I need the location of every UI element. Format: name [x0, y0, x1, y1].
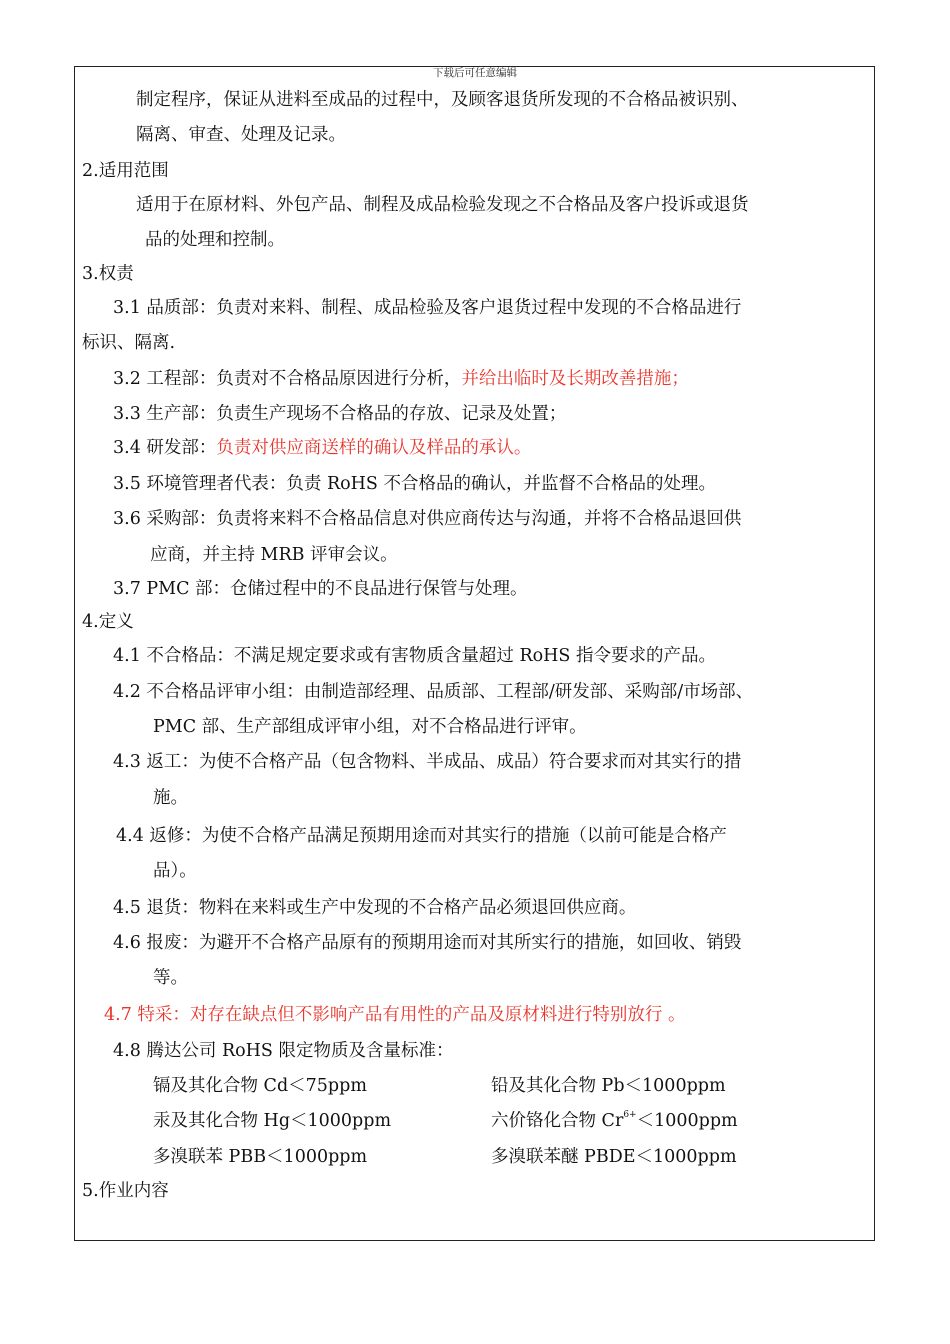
section-heading: 5.作业内容	[82, 1181, 169, 1201]
body-line: 4.5 退货：物料在来料或生产中发现的不合格产品必须退回供应商。	[113, 898, 637, 918]
body-line: 等。	[153, 968, 188, 988]
body-line: 4.1 不合格品：不满足规定要求或有害物质含量超过 RoHS 指令要求的产品。	[113, 646, 716, 666]
body-line: 品的处理和控制。	[145, 230, 285, 250]
highlight-text: 并给出临时及长期改善措施；	[461, 369, 689, 389]
superscript: 6+	[623, 1110, 637, 1121]
substance-limit: 六价铬化合物 $Cr^{6+}<1000ppm$	[491, 1110, 738, 1131]
section-heading: 4.定义	[82, 612, 134, 632]
body-line: 隔离、审查、处理及记录。	[136, 125, 346, 145]
body-line: 应商，并主持 MRB 评审会议。	[150, 545, 398, 565]
body-line: 3.3 生产部：负责生产现场不合格品的存放、记录及处置；	[113, 404, 567, 424]
substance-limit: 铅及其化合物 Pb＜1000ppm	[491, 1076, 726, 1096]
body-line: 品）。	[153, 861, 197, 881]
substance-limit: 汞及其化合物 Hg＜1000ppm	[153, 1111, 392, 1131]
watermark-text: 下载后可任意编辑	[433, 67, 517, 79]
substance-limit: 多溴联苯 PBB＜1000ppm	[153, 1147, 368, 1167]
body-line	[104, 1004, 685, 1026]
substance-limit: 多溴联苯醚 PBDE＜1000ppm	[491, 1147, 737, 1167]
body-line: 3.7 PMC 部：仓储过程中的不良品进行保管与处理。	[113, 579, 528, 599]
body-line: 3.4 研发部：负责对供应商送样的确认及样品的承认。	[113, 438, 532, 458]
body-line: 制定程序，保证从进料至成品的过程中，及顾客退货所发现的不合格品被识别、	[136, 90, 749, 110]
body-line: 3.2 工程部：负责对不合格品原因进行分析，并给出临时及长期改善措施；	[113, 369, 689, 389]
section-heading: 3.权责	[82, 264, 134, 284]
body-line: 4.3 返工：为使不合格产品（包含物料、半成品、成品）符合要求而对其实行的措	[113, 752, 742, 772]
body-line: 3.6 采购部：负责将来料不合格品信息对供应商传达与沟通，并将不合格品退回供	[113, 509, 742, 529]
body-line: 3.1 品质部：负责对来料、制程、成品检验及客户退货过程中发现的不合格品进行	[113, 298, 742, 318]
body-line: 适用于在原材料、外包产品、制程及成品检验发现之不合格品及客户投诉或退货	[136, 195, 749, 215]
body-line: 4.6 报废：为避开不合格产品原有的预期用途而对其所实行的措施，如回收、销毁	[113, 933, 742, 953]
body-line: PMC 部、生产部组成评审小组，对不合格品进行评审。	[153, 717, 587, 737]
body-line: 施。	[153, 788, 188, 808]
body-line: 4.4 返修：为使不合格产品满足预期用途而对其实行的措施（以前可能是合格产	[116, 826, 727, 846]
section-heading: 2.适用范围	[82, 161, 169, 181]
highlight-text: 4.7 特采：对存在缺点但不影响产品有用性的产品及原材料进行特别放行 。	[104, 1005, 686, 1025]
body-line: 3.5 环境管理者代表：负责 RoHS 不合格品的确认，并监督不合格品的处理。	[113, 474, 716, 494]
substance-limit: 镉及其化合物 Cd＜75ppm	[153, 1076, 367, 1096]
body-line: 标识、隔离.	[82, 333, 176, 353]
body-line: 4.8 腾达公司 RoHS 限定物质及含量标准：	[113, 1041, 454, 1061]
highlight-text: 负责对供应商送样的确认及样品的承认。	[216, 438, 532, 458]
body-line: 4.2 不合格品评审小组：由制造部经理、品质部、工程部/研发部、采购部/市场部、	[113, 682, 754, 702]
